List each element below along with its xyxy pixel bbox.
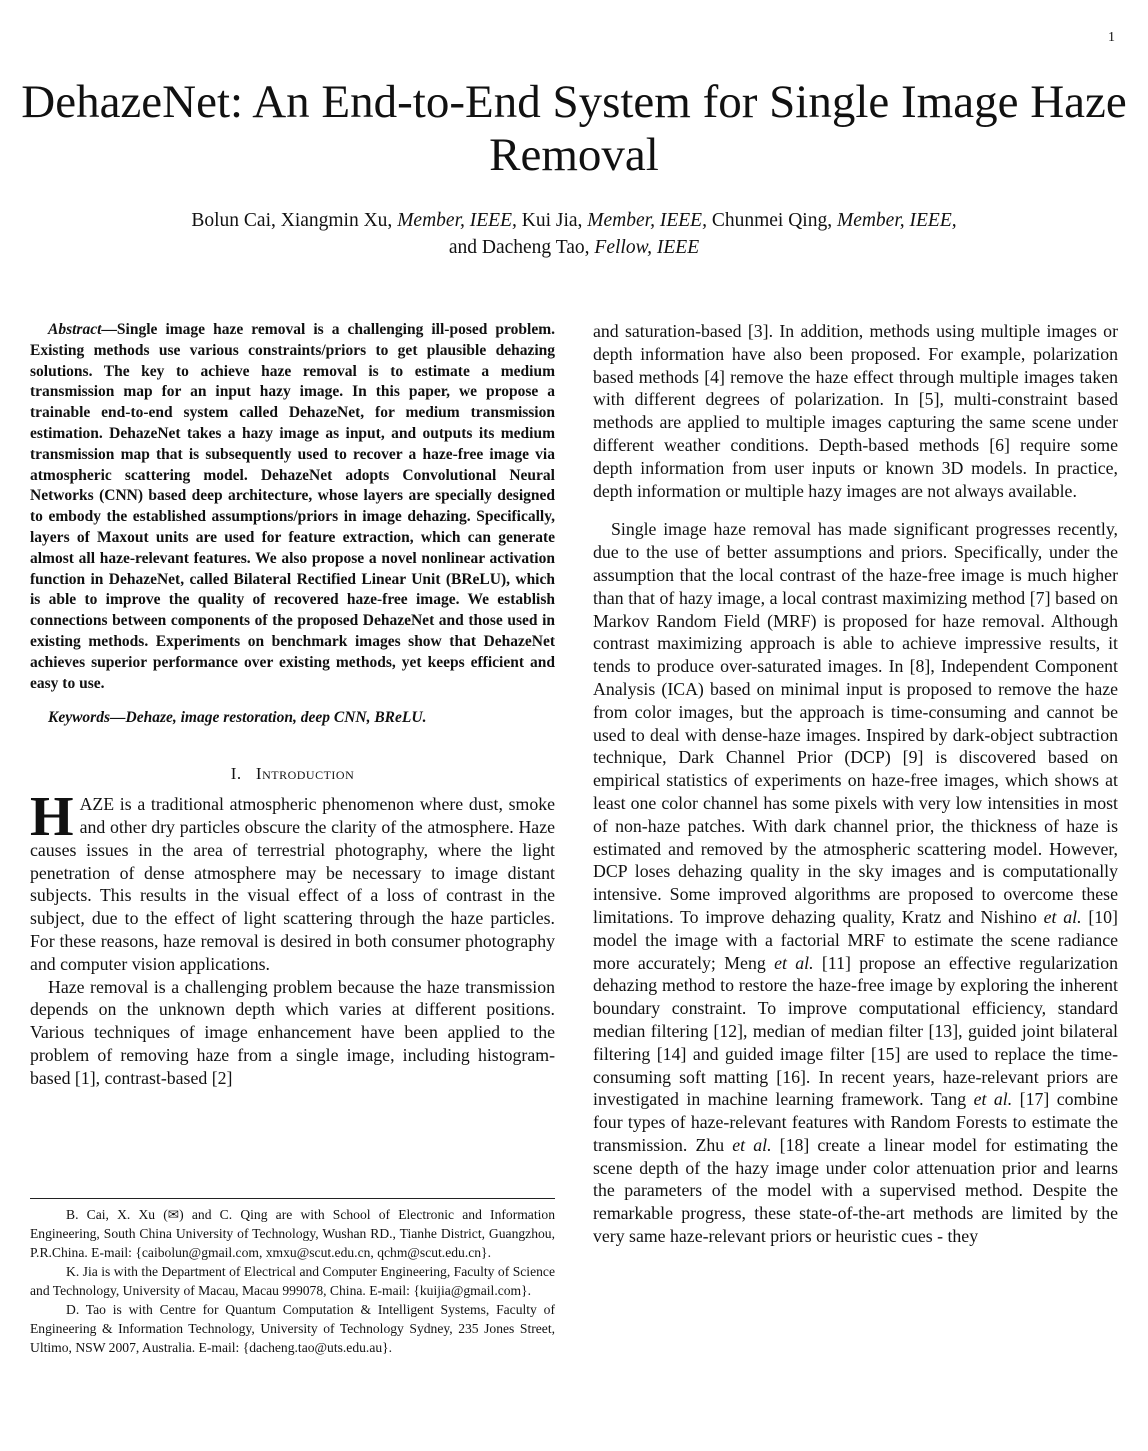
paragraph-text: [18] create a linear model for estimating the scene depth of the hazy image under color attenuation prior and learns the parameters of the model with a supervised method. Despite the remarkable progress, these state-of-the-art methods are limited by the very same haze-relevant priors or heuristic cues - they bbox=[593, 1134, 1119, 1247]
footnote-affiliation: D. Tao is with Centre for Quantum Computation & Intelligent Systems, Faculty of Engineering & Information Technology, University of Technology Sydney, 235 Jones Street, Ultimo, NSW 2007, Australia. E-mail: {dacheng.tao@uts.edu.au}. bbox=[30, 1302, 555, 1355]
paragraph-text: [17] combine four types of haze-relevant features with Random Forests to estimate the transmission. Zhu bbox=[593, 1089, 1118, 1155]
author-line-1 bbox=[20, 207, 1128, 234]
author-names: Chunmei Qing, bbox=[706, 210, 837, 231]
section-heading bbox=[30, 763, 555, 785]
author-role: Fellow, IEEE bbox=[594, 237, 700, 258]
intro-paragraph-2: Haze removal is a challenging problem because the haze transmission depends on the unknown depth which varies at different positions. Various techniques of image enhancement have been applied to the problem of removing haze from a single image, including histogram-based [1], contrast-based [2] bbox=[30, 976, 555, 1088]
abstract bbox=[30, 320, 555, 694]
author-names: and Dacheng Tao, bbox=[448, 237, 595, 258]
footnotes bbox=[30, 1205, 555, 1357]
page-number: 1 bbox=[1108, 30, 1115, 45]
author-names: Kui Jia, bbox=[516, 210, 588, 231]
author-names: Bolun Cai, Xiangmin Xu, bbox=[191, 210, 398, 231]
etal-text: et al. bbox=[732, 1134, 772, 1155]
left-column bbox=[30, 320, 555, 1090]
section-title: Introduction bbox=[255, 764, 355, 784]
author-list bbox=[20, 207, 1128, 261]
author-line-2 bbox=[20, 234, 1128, 261]
paragraph-text: [10] model the image with a factorial MRF to estimate the scene radiance more accurately; Meng bbox=[593, 906, 1118, 973]
etal-text: et al. bbox=[1043, 906, 1082, 927]
right-paragraph-1: and saturation-based [3]. In addition, methods using multiple images or depth information have also been proposed. For example, polarization based methods [4] remove the haze effect through multiple images taken with different degrees of polarization. In [5], multi-constraint based methods are applied to multiple images capturing the same scene under different weather conditions. Depth-based methods [6] require some depth information from user inputs or known 3D models. In practice, depth information or multiple hazy images are not always available. bbox=[593, 321, 1118, 501]
author-role: Member, IEEE, bbox=[587, 210, 707, 231]
intro-paragraph-1 bbox=[30, 786, 555, 975]
footnote-affiliation: K. Jia is with the Department of Electrical and Computer Engineering, Faculty of Science and Technology, University of Macau, Macau 999078, China. E-mail: {kuijia@gmail.com}. bbox=[30, 1264, 555, 1298]
footnote-affiliation: B. Cai, X. Xu (✉) and C. Qing are with School of Electronic and Information Engineering, South China University of Technology, Wushan RD., Tianhe District, Guangzhou, P.R.China. E-mail: {caibolun@gmail.com, xmxu@scut.edu.cn, qchm@scut.edu.cn}. bbox=[30, 1207, 555, 1260]
keywords: Keywords—Dehaze, image restoration, deep CNN, BReLU. bbox=[48, 709, 427, 727]
paragraph-text: [11] propose an effective regularization dehazing method to restore the haze-free image by exploring the inherent boundary constraint. To improve computational efficiency, standard median filtering [12], median of median filter [13], guided joint bilateral filtering [14] and guided image filter [15] are used to replace the time-consuming soft matting [16]. In recent years, haze-relevant priors are investigated in machine learning framework. Tang bbox=[593, 952, 1118, 1110]
author-role: Member, IEEE, bbox=[836, 210, 957, 231]
etal-text: et al. bbox=[774, 952, 814, 973]
footnote-divider bbox=[30, 1198, 555, 1199]
paragraph-text: Single image haze removal has made significant progresses recently, due to the use of better assumptions and priors. Specifically, under the assumption that the local contrast of the haze-free image is much higher than that of hazy image, a local contrast maximizing method [7] based on Markov Random Field (MRF) is proposed for haze removal. Although contrast maximizing approach is able to achieve impressive results, it tends to produce over-saturated images. In [8], Independent Component Analysis (ICA) based on minimal input is proposed to remove the haze from color images, but the approach is time-consuming and cannot be used to deal with dense-haze images. Inspired by dark-object subtraction technique, Dark Channel Prior (DCP) [9] is discovered based on empirical statistics of experiments on haze-free images, which shows at least one color channel has some pixels with very low intensities in most of non-haze patches. With dark channel prior, the thickness of haze is estimated and removed by the atmospheric scattering model. However, DCP loses dehazing quality in the sky images and is computationally intensive. Some improved algorithms are proposed to overcome these limitations. To improve dehazing quality, Kratz and Nishino bbox=[593, 519, 1118, 927]
author-role: Member, IEEE, bbox=[397, 210, 517, 231]
abstract-dash: — bbox=[101, 321, 117, 338]
right-column bbox=[593, 320, 1118, 1248]
abstract-label: Abstract bbox=[48, 321, 102, 338]
section-number: I. bbox=[230, 764, 242, 784]
abstract-text: Single image haze removal is a challenging ill-posed problem. Existing methods use various constraints/priors to get plausible dehazing solutions. The key to achieve haze removal is to estimate a medium transmission map for an input hazy image. In this paper, we propose a trainable end-to-end system called DehazeNet, for medium transmission estimation. DehazeNet takes a hazy image as input, and outputs its medium transmission map that is subsequently used to recover a haze-free image via atmospheric scattering model. DehazeNet adopts Convolutional Neural Networks (CNN) based deep architecture, whose layers are specially designed to embody the established assumptions/priors in image dehazing. Specifically, layers of Maxout units are used for feature extraction, which can generate almost all haze-relevant features. We also propose a novel nonlinear activation function in DehazeNet, called Bilateral Rectified Linear Unit (BReLU), which is able to improve the quality of recovered haze-free image. We establish connections between components of the proposed DehazeNet and those used in existing methods. Experiments on benchmark images show that DehazeNet achieves superior performance over existing methods, yet keeps efficient and easy to use. bbox=[30, 321, 555, 692]
paper-title: DehazeNet: An End-to-End System for Single Image Haze Removal bbox=[21, 76, 1127, 181]
intro-paragraph-1-text: AZE is a traditional atmospheric phenomenon where dust, smoke and other dry particles obscure the clarity of the atmosphere. Haze causes issues in the area of terrestrial photography, where the light penetration of dense atmosphere may be necessary to image distant subjects. This results in the visual effect of a loss of contrast in the subject, due to the effect of light scattering through the haze particles. For these reasons, haze removal is desired in both consumer photography and computer vision applications. bbox=[30, 794, 555, 974]
etal-text: et al. bbox=[973, 1089, 1013, 1110]
right-paragraph-2 bbox=[593, 518, 1118, 1248]
dropcap: H bbox=[30, 786, 74, 849]
